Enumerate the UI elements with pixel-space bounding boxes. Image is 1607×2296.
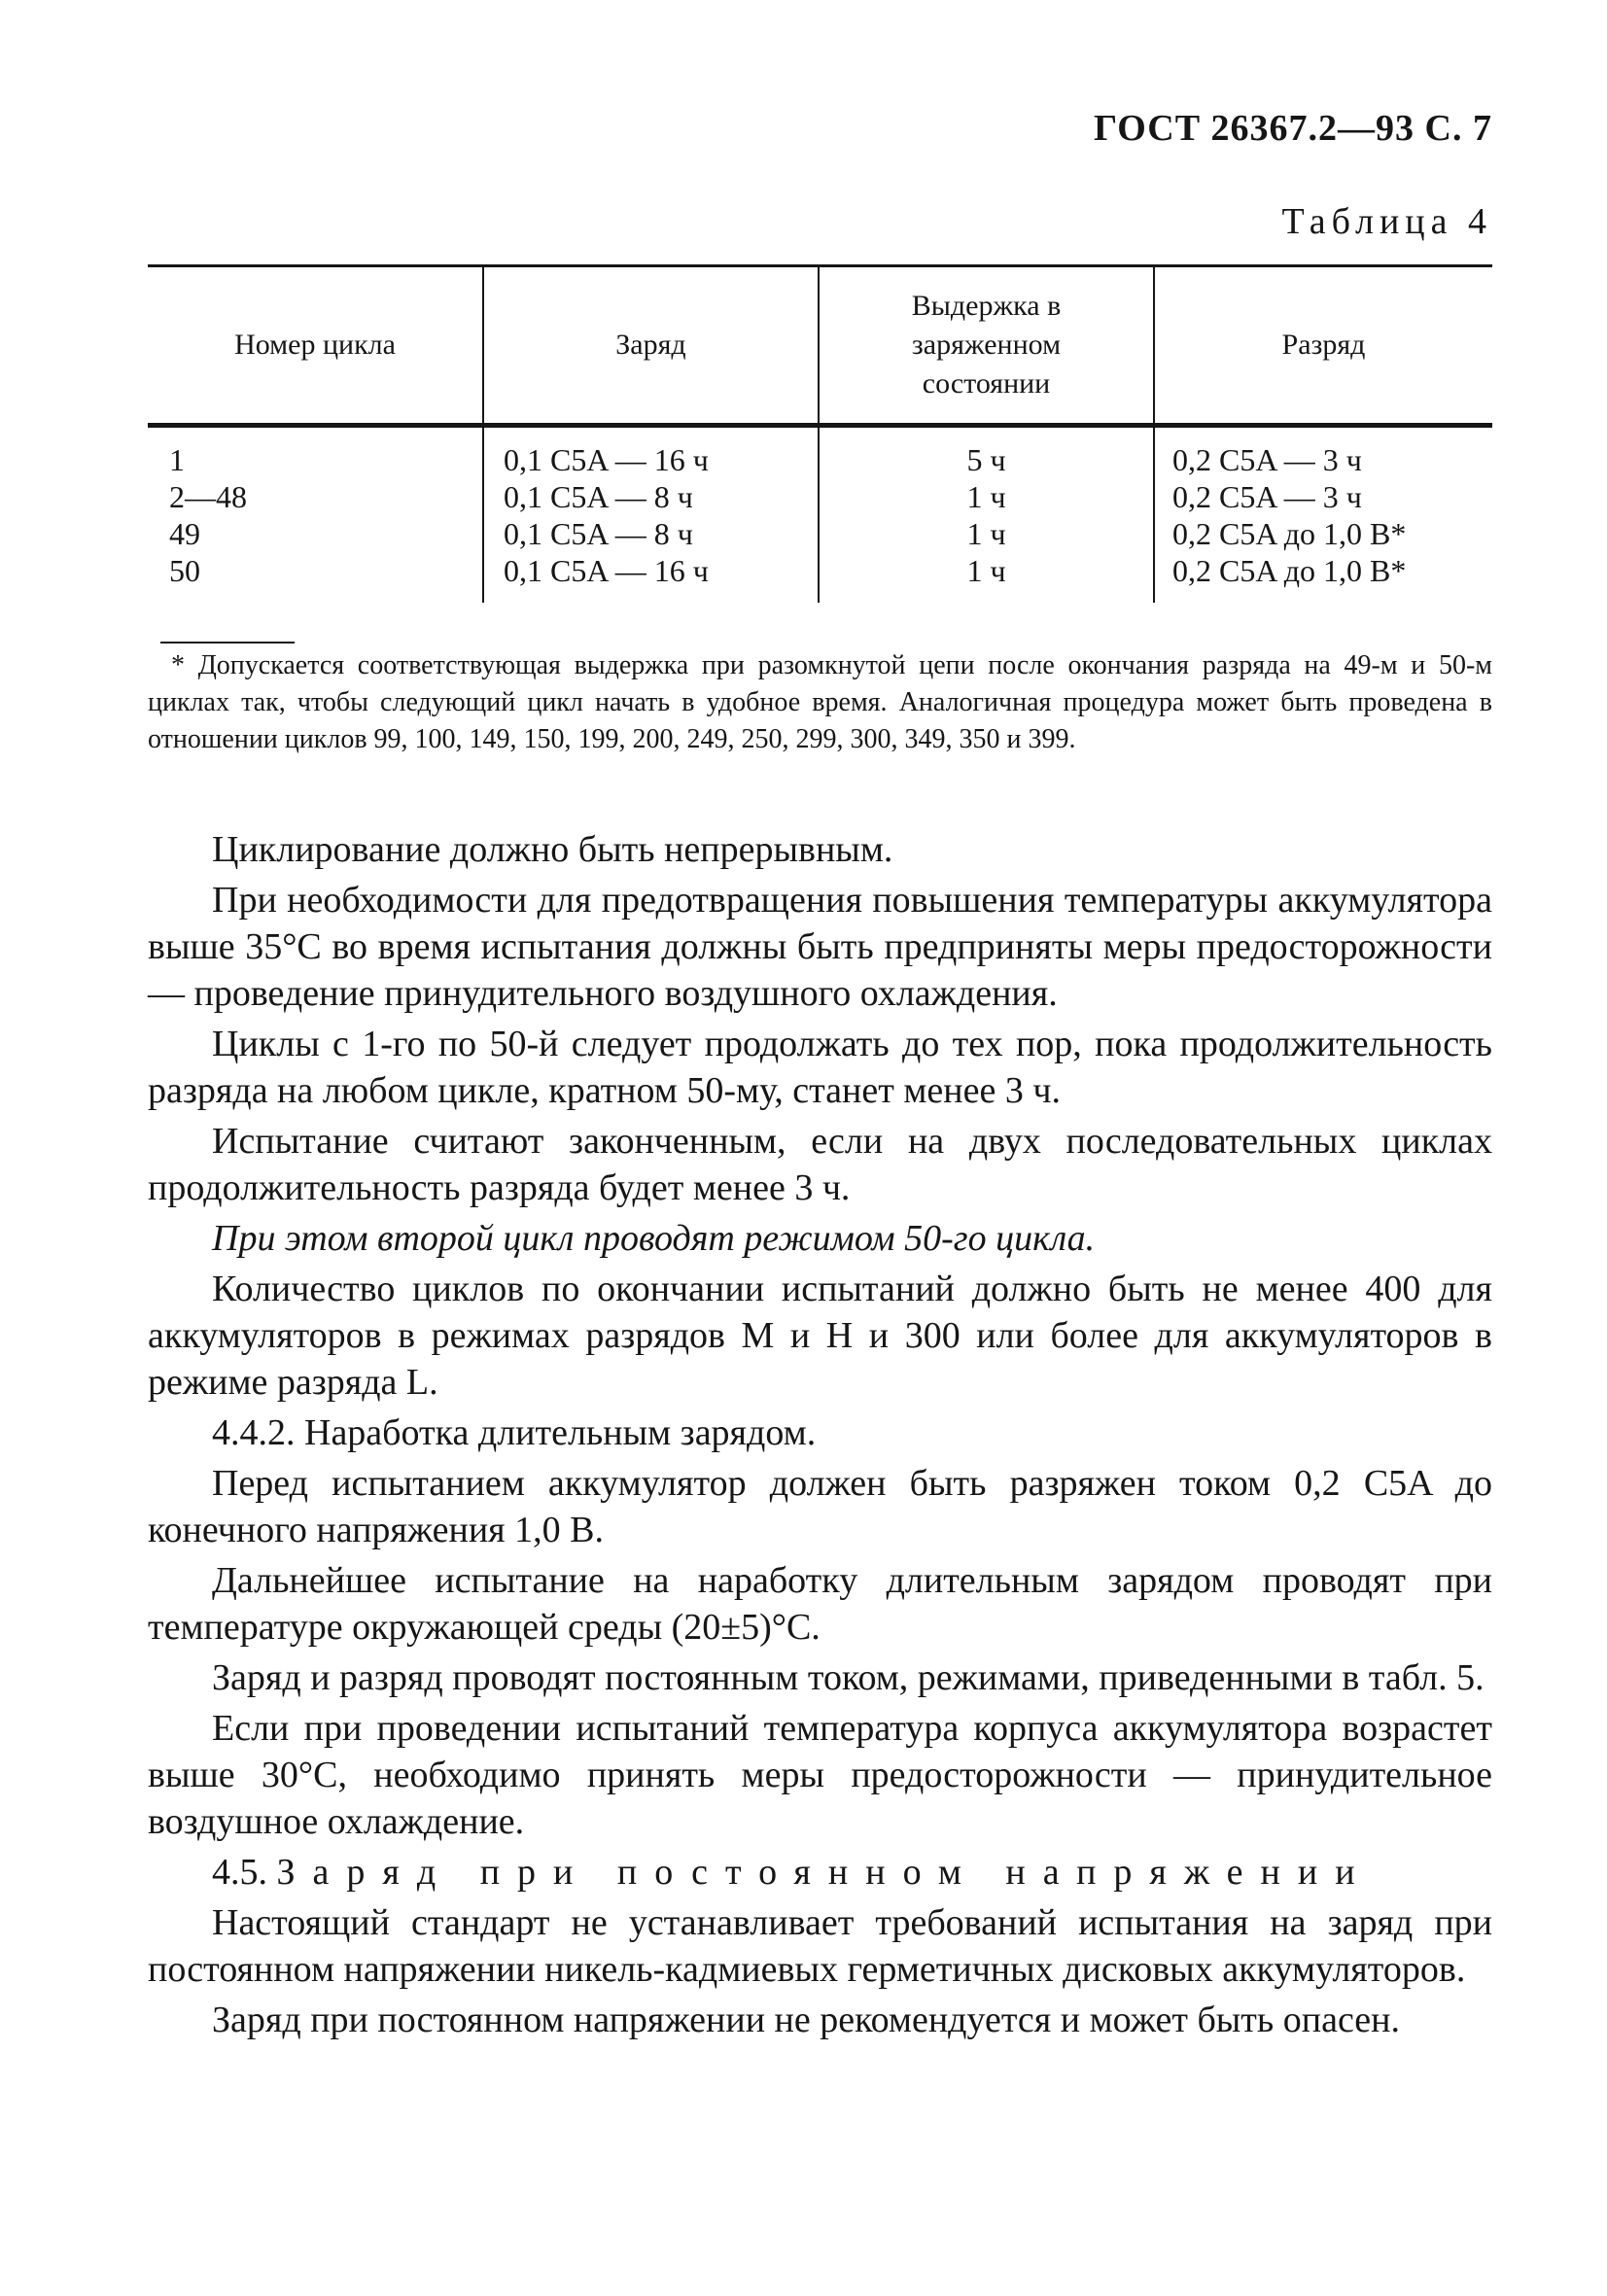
paragraph: Циклы с 1-го по 50-й следует продолжать до тех пор, пока продолжительность разряда на любом цикле, кратном 50-му, станет менее 3 ч. [148, 1024, 1492, 1111]
body-text [148, 826, 1492, 2047]
table-header-row [148, 266, 1492, 426]
table-row [148, 552, 1492, 603]
cell-charge: 0,1 C5A — 8 ч [483, 478, 819, 515]
cycle-table [148, 264, 1492, 603]
cell-cycle: 2—48 [169, 479, 247, 514]
table-row [148, 426, 1492, 479]
cell-charge: 0,1 C5A — 16 ч [483, 552, 819, 603]
paragraph: При необходимости для предотвращения повышения температуры аккумулятора выше 35°С во время испытания должны быть предприняты меры предосторожности — проведение принудительного воздушного охлаждения. [148, 880, 1492, 1014]
cell-hold: 1 ч [819, 552, 1154, 603]
paragraph: Дальнейшее испытание на наработку длительным зарядом проводят при температуре окружающей среды (20±5)°С. [148, 1560, 1492, 1648]
cell-discharge: 0,2 C5A — 3 ч [1154, 478, 1492, 515]
paragraph: Количество циклов по окончании испытаний должно быть не менее 400 для аккумуляторов в режимах разрядов М и Н и 300 или более для аккумуляторов в режиме разряда L. [148, 1269, 1492, 1403]
table-row [148, 515, 1492, 552]
header-cycle-number: Номер цикла [148, 266, 483, 426]
paragraph: Циклирование должно быть непрерывным. [212, 829, 893, 870]
page-header: ГОСТ 26367.2—93 С. 7 [1094, 108, 1492, 149]
cell-cycle: 49 [169, 516, 200, 551]
paragraph: Испытание считают законченным, если на двух последовательных циклах продолжительность разряда будет менее 3 ч. [148, 1121, 1492, 1208]
paragraph-italic: При этом второй цикл проводят режимом 50-го цикла. [212, 1218, 1096, 1259]
paragraph: Если при проведении испытаний температура корпуса аккумулятора возрастет выше 30°С, необходимо принять меры предосторожности — принудительное воздушное охлаждение. [148, 1708, 1492, 1842]
table-4 [148, 264, 1492, 603]
table-title: Таблица 4 [1281, 201, 1492, 242]
section-heading-4-5 [148, 1849, 1492, 1896]
header-discharge: Разряд [1154, 266, 1492, 426]
table-footnote: * Допускается соответствующая выдержка при разомкнутой цепи после окончания разряда на 49-м и 50-м циклах так, чтобы следующий цикл начать в удобное время. Аналогичная процедура может быть проведена в отношении циклов 99, 100, 149, 150, 199, 200, 249, 250, 299, 300, 349, 350 и 399. [148, 650, 1492, 754]
footnote-divider [160, 642, 295, 644]
paragraph: Заряд при постоянном напряжении не рекомендуется и может быть опасен. [212, 2000, 1400, 2040]
paragraph: Настоящий стандарт не устанавливает требований испытания на заряд при постоянном напряжении никель-кадмиевых герметичных дисковых аккумуляторов. [148, 1902, 1492, 1990]
section-title: Заряд при постоянном напряжении [276, 1852, 1373, 1893]
table-row [148, 478, 1492, 515]
cell-hold: 1 ч [819, 515, 1154, 552]
cell-discharge: 0,2 C5A до 1,0 В* [1154, 552, 1492, 603]
cell-hold: 5 ч [819, 426, 1154, 479]
cell-charge: 0,1 C5A — 8 ч [483, 515, 819, 552]
header-hold [819, 266, 1154, 426]
section-heading-4-4-2: 4.4.2. Наработка длительным зарядом. [212, 1412, 817, 1453]
cell-discharge: 0,2 C5A — 3 ч [1154, 426, 1492, 479]
header-hold-text: Выдержка в заряженном состоянии [911, 290, 1062, 400]
cell-charge: 0,1 C5A — 16 ч [483, 426, 819, 479]
paragraph: Заряд и разряд проводят постоянным током, режимами, приведенными в табл. 5. [212, 1657, 1485, 1698]
cell-discharge: 0,2 C5A до 1,0 В* [1154, 515, 1492, 552]
header-charge: Заряд [483, 266, 819, 426]
paragraph: Перед испытанием аккумулятор должен быть разряжен током 0,2 C5A до конечного напряжения 1,0 В. [148, 1463, 1492, 1550]
cell-cycle: 50 [169, 553, 200, 588]
cell-cycle: 1 [169, 442, 185, 477]
section-number: 4.5. [212, 1852, 267, 1893]
cell-hold: 1 ч [819, 478, 1154, 515]
